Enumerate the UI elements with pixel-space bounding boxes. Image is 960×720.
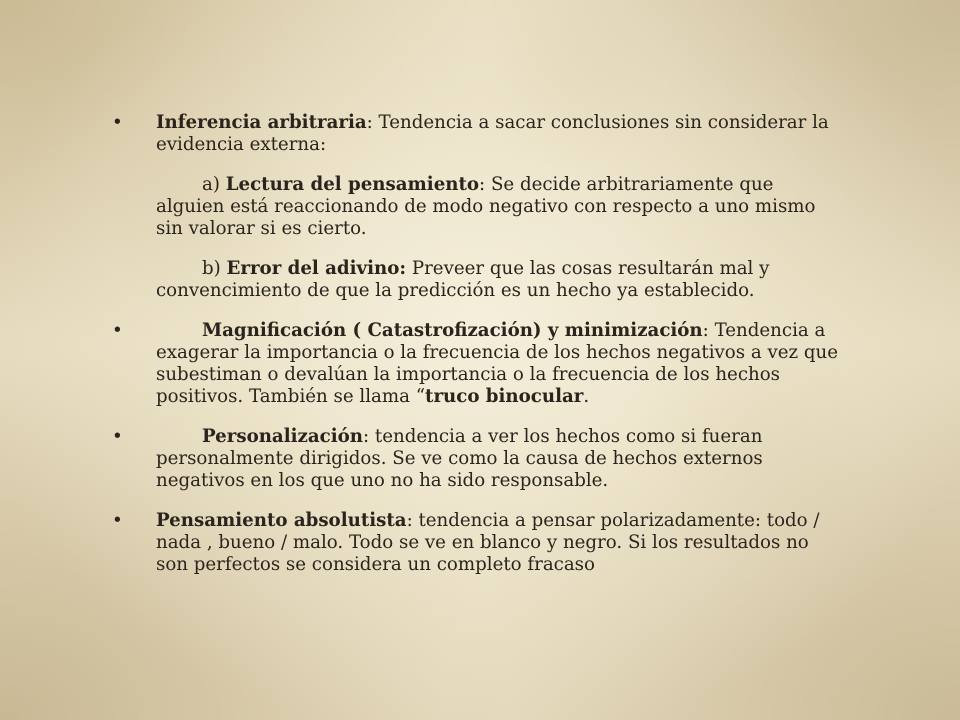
text-lectura-pensamiento: : Se decide arbitrariamente que alguien está reaccionando de modo negativo con respecto a uno mismo sin valorar si es cierto. bbox=[156, 174, 816, 239]
text-pensamiento-absolutista: : tendencia a pensar polarizadamente: todo / nada , bueno / malo. Todo se ve en blanco y negro. Si los resultados no son perfectos se considera un completo fracaso bbox=[156, 510, 820, 575]
prefix-lectura: a) bbox=[202, 174, 226, 195]
text-personalizacion: : tendencia a ver los hechos como si fueran personalmente dirigidos. Se ve como la causa de hechos externos negativos en los que uno no ha sido responsable. bbox=[156, 426, 763, 491]
bullet-inferencia-arbitraria bbox=[112, 112, 842, 156]
term-lectura-pensamiento: Lectura del pensamiento bbox=[225, 174, 480, 195]
text-inferencia-arbitraria: : Tendencia a sacar conclusiones sin considerar la evidencia externa: bbox=[156, 112, 829, 155]
sub-lectura-pensamiento bbox=[112, 174, 842, 240]
term-error-adivino: Error del adivino: bbox=[226, 258, 407, 279]
text-error-adivino: Preveer que las cosas resultarán mal y convencimiento de que la predicción es un hecho ya establecido. bbox=[156, 258, 770, 301]
term-pensamiento-absolutista: Pensamiento absolutista bbox=[156, 510, 407, 531]
term-inferencia-arbitraria: Inferencia arbitraria bbox=[156, 112, 367, 133]
bullet-icon: • bbox=[112, 510, 123, 531]
text-magnificacion-end: . bbox=[583, 386, 590, 407]
bullet-icon: • bbox=[112, 426, 123, 447]
bullet-magnificacion bbox=[112, 320, 842, 408]
term-personalizacion: Personalización bbox=[202, 426, 363, 447]
text-magnificacion: : Tendencia a exagerar la importancia o la frecuencia de los hechos negativos a vez que subestiman o devalúan la importancia o la frecuencia de los hechos positivos. También se llama “ bbox=[156, 320, 839, 407]
prefix-error: b) bbox=[202, 258, 227, 279]
sub-error-adivino bbox=[112, 258, 842, 302]
bullet-icon: • bbox=[112, 320, 123, 341]
bullet-icon: • bbox=[112, 112, 123, 133]
term-magnificacion: Magnificación ( Catastrofización) y minimización bbox=[202, 320, 703, 341]
term-truco-binocular: truco binocular bbox=[425, 386, 584, 407]
bullet-personalizacion bbox=[112, 426, 842, 492]
bullet-pensamiento-absolutista bbox=[112, 510, 842, 576]
slide-content bbox=[112, 112, 842, 594]
